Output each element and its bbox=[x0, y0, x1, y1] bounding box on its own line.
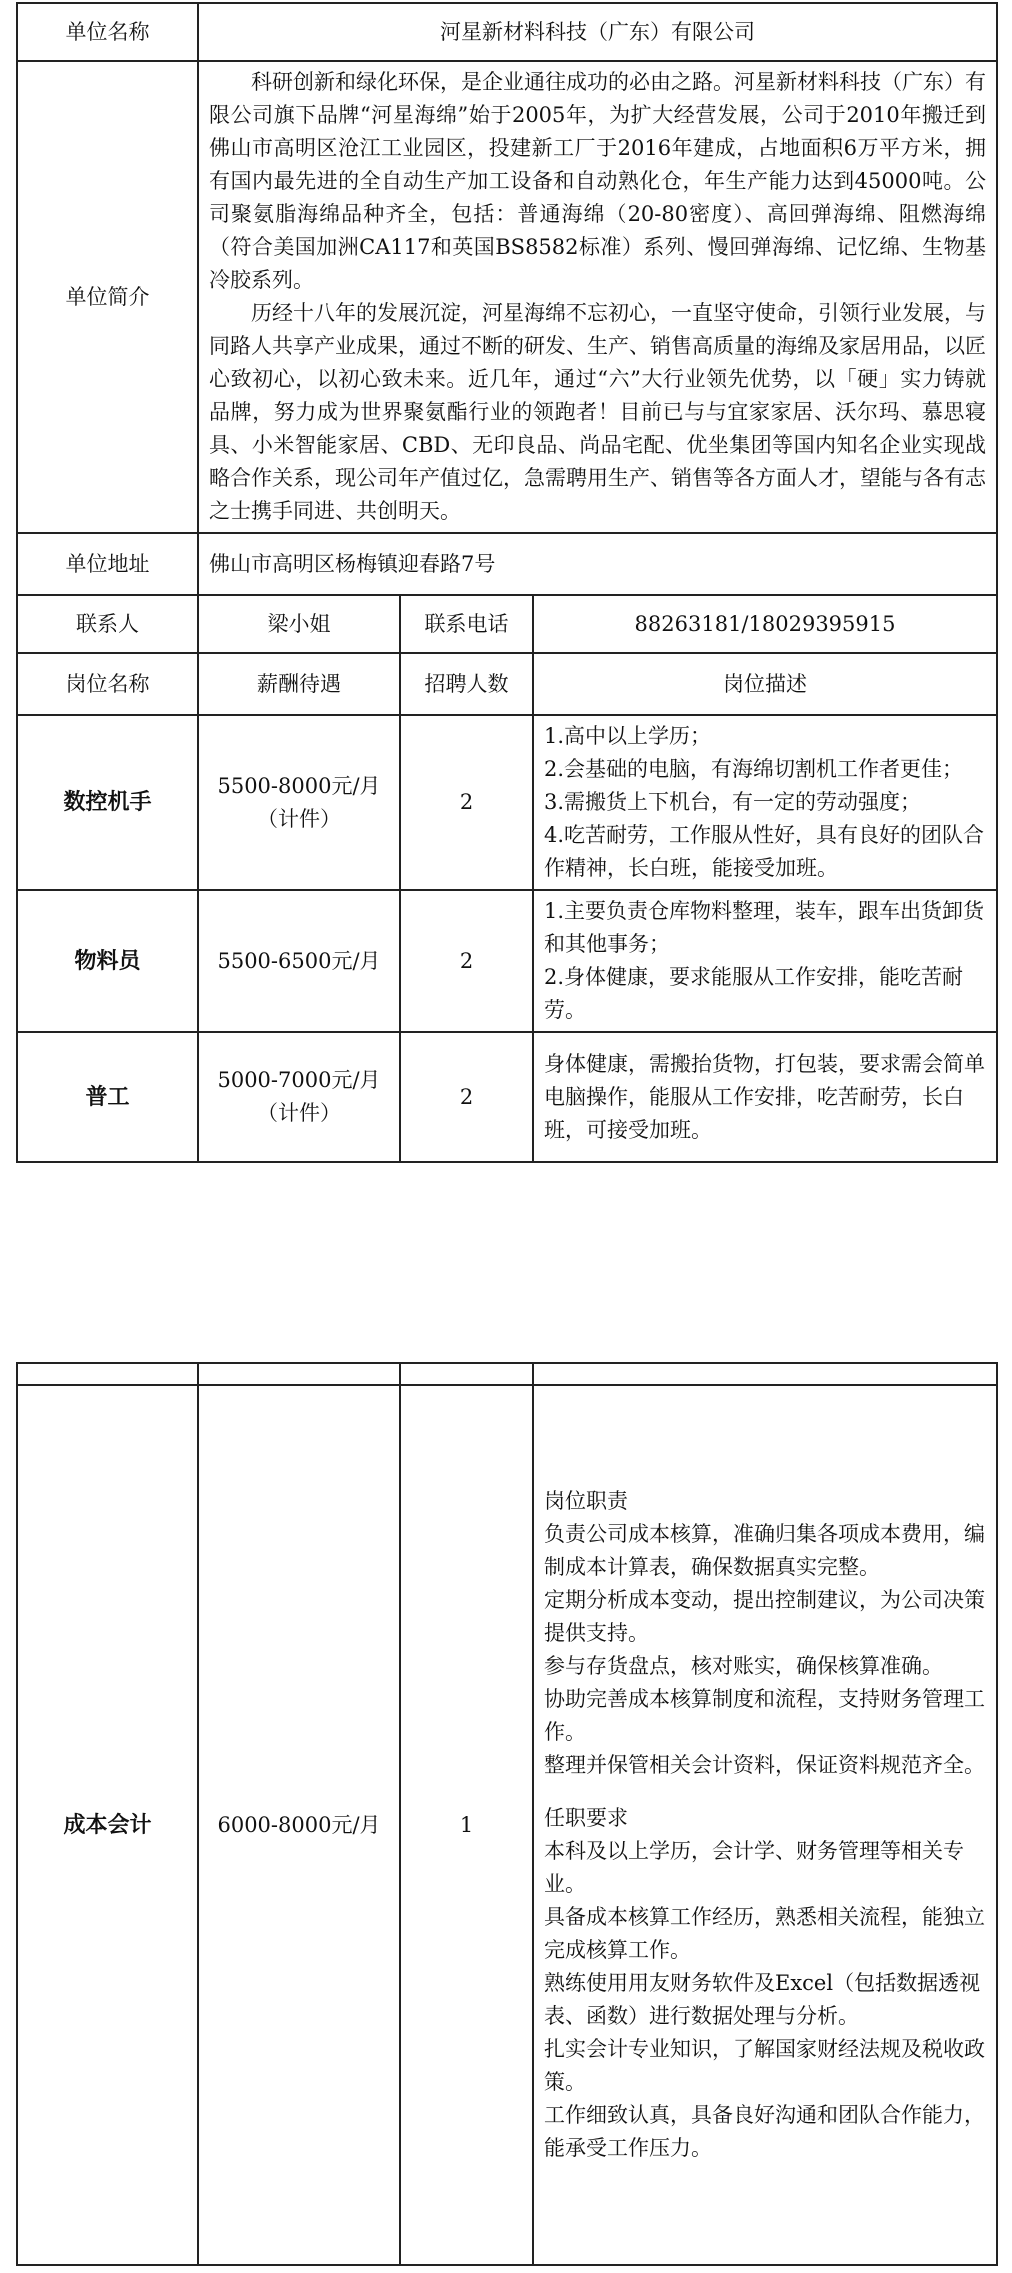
recruitment-table bbox=[16, 2, 998, 1163]
job-title: 物料员 bbox=[17, 890, 198, 1032]
intro-paragraph-1: 科研创新和绿化环保，是企业通往成功的必由之路。河星新材料科技（广东）有限公司旗下品牌“河星海绵”始于2005年，为扩大经营发展，公司于2010年搬迁到佛山市高明区沧江工业园区，投建新工厂于2016年建成，占地面积6万平方米，拥有国内最先进的全自动生产加工设备和自动熟化仓，年生产能力达到45000吨。公司聚氨脂海绵品种齐全，包括：普通海绵（20-80密度）、高回弹海绵、阻燃海绵（符合美国加洲CA117和英国BS8582标准）系列、慢回弹海绵、记忆绵、生物基冷胶系列。 bbox=[209, 70, 987, 292]
recruitment-table-continued bbox=[16, 1362, 998, 2266]
company-intro-label: 单位简介 bbox=[17, 61, 198, 533]
job-salary: 5500-8000元/月 （计件） bbox=[198, 715, 400, 890]
job-row bbox=[17, 1385, 997, 2265]
job-salary: 6000-8000元/月 bbox=[198, 1385, 400, 2265]
job-description: 岗位职责 负责公司成本核算，准确归集各项成本费用，编制成本计算表，确保数据真实完整。 定期分析成本变动，提出控制建议，为公司决策提供支持。 参与存货盘点，核对账实，确保核算准确。 协助完善成本核算制度和流程，支持财务管理工作。 整理并保管相关会计资料，保证资料规范齐全。 任职要求 本科及以上学历，会计学、财务管理等相关专业。 具备成本核算工作经历，熟悉相关流程，能独立完成核算工作。 熟练使用用友财务软件及Excel（包括数据透视表、函数）进行数据处理与分析。 扎实会计专业知识，了解国家财经法规及税收政策。 工作细致认真，具备良好沟通和团队合作能力，能承受工作压力。 bbox=[533, 1385, 997, 2265]
job-description: 1.主要负责仓库物料整理，装车，跟车出货卸货和其他事务； 2.身体健康，要求能服从工作安排，能吃苦耐劳。 bbox=[533, 890, 997, 1032]
header-position: 岗位名称 bbox=[17, 653, 198, 715]
job-description: 身体健康，需搬抬货物，打包装，要求需会简单电脑操作，能服从工作安排，吃苦耐劳，长白班，可接受加班。 bbox=[533, 1032, 997, 1162]
job-row bbox=[17, 715, 997, 890]
contact-label: 联系人 bbox=[17, 595, 198, 653]
job-count: 2 bbox=[400, 715, 533, 890]
address-label: 单位地址 bbox=[17, 533, 198, 595]
phone-label: 联系电话 bbox=[400, 595, 533, 653]
job-row bbox=[17, 1032, 997, 1162]
job-title: 数控机手 bbox=[17, 715, 198, 890]
contact-name: 梁小姐 bbox=[198, 595, 400, 653]
job-salary: 5000-7000元/月 （计件） bbox=[198, 1032, 400, 1162]
company-name-label: 单位名称 bbox=[17, 3, 198, 61]
job-row bbox=[17, 890, 997, 1032]
intro-paragraph-2: 历经十八年的发展沉淀，河星海绵不忘初心，一直坚守使命，引领行业发展，与同路人共享产业成果，通过不断的研发、生产、销售高质量的海绵及家居用品，以匠心致初心，以初心致未来。近几年，通过“六”大行业领先优势，以「硬」实力铸就品牌，努力成为世界聚氨酯行业的领跑者！目前已与与宜家家居、沃尔玛、慕思寝具、小米智能家居、CBD、无印良品、尚品宅配、优坐集团等国内知名企业实现战略合作关系，现公司年产值过亿，急需聘用生产、销售等各方面人才，望能与各有志之士携手同进、共创明天。 bbox=[209, 301, 987, 523]
contact-phone: 88263181/18029395915 bbox=[533, 595, 997, 653]
header-count: 招聘人数 bbox=[400, 653, 533, 715]
company-intro bbox=[198, 61, 997, 533]
duties-title: 岗位职责 bbox=[544, 1489, 628, 1513]
job-title: 成本会计 bbox=[17, 1385, 198, 2265]
job-count: 1 bbox=[400, 1385, 533, 2265]
requirements-title: 任职要求 bbox=[544, 1806, 628, 1830]
company-name: 河星新材料科技（广东）有限公司 bbox=[198, 3, 997, 61]
job-description: 1.高中以上学历； 2.会基础的电脑，有海绵切割机工作者更佳； 3.需搬货上下机台，有一定的劳动强度； 4.吃苦耐劳，工作服从性好，具有良好的团队合作精神，长白班，能接受加班。 bbox=[533, 715, 997, 890]
header-description: 岗位描述 bbox=[533, 653, 997, 715]
job-count: 2 bbox=[400, 1032, 533, 1162]
company-address: 佛山市高明区杨梅镇迎春路7号 bbox=[198, 533, 997, 595]
job-count: 2 bbox=[400, 890, 533, 1032]
job-salary: 5500-6500元/月 bbox=[198, 890, 400, 1032]
header-salary: 薪酬待遇 bbox=[198, 653, 400, 715]
job-title: 普工 bbox=[17, 1032, 198, 1162]
